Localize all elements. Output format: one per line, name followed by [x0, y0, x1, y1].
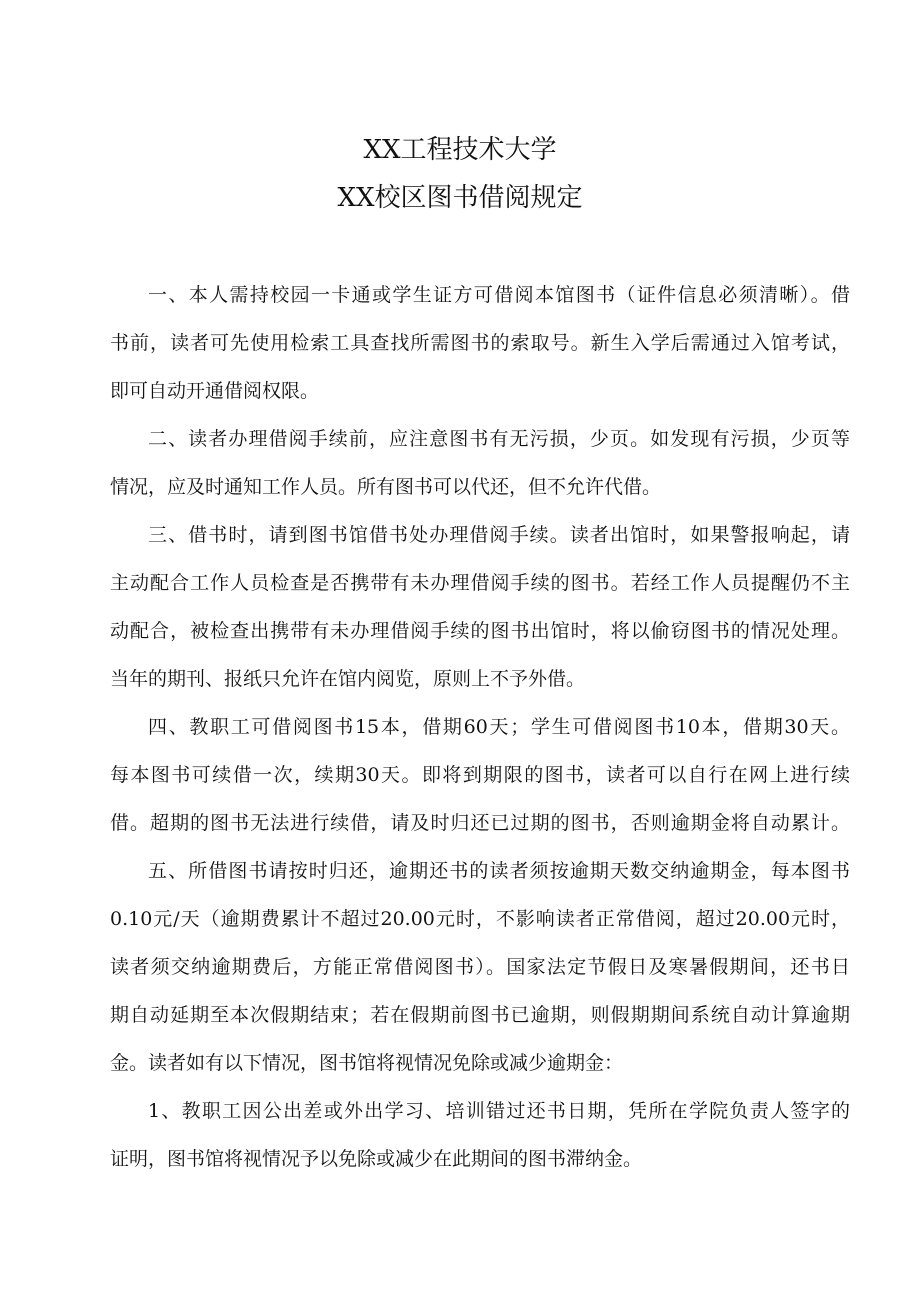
paragraph-line: 借。超期的图书无法进行续借，请及时归还已过期的图书，否则逾期金将自动累计。 [110, 812, 850, 834]
paragraph-line: 主动配合工作人员检查是否携带有未办理借阅手续的图书。若经工作人员提醒仍不主 [110, 572, 850, 594]
paragraph-line: 五、所借图书请按时归还，逾期还书的读者须按逾期天数交纳逾期金，每本图书 [148, 860, 850, 882]
paragraph-3 [110, 511, 850, 703]
paragraph-6 [110, 1087, 850, 1183]
paragraph-line: 四、教职工可借阅图书15本，借期60天；学生可借阅图书10本，借期30天。 [148, 716, 850, 738]
paragraph-line: 每本图书可续借一次，续期30天。即将到期限的图书，读者可以自行在网上进行续 [110, 764, 850, 786]
paragraph-1 [110, 271, 850, 415]
paragraph-line: 书前，读者可先使用检索工具查找所需图书的索取号。新生入学后需通过入馆考试， [110, 332, 850, 354]
paragraph-line: 证明，图书馆将视情况予以免除或减少在此期间的图书滞纳金。 [110, 1148, 643, 1170]
paragraph-4 [110, 703, 850, 847]
paragraph-line: 金。读者如有以下情况，图书馆将视情况免除或减少逾期金： [110, 1052, 624, 1074]
paragraph-line: 0.10元/天（逾期费累计不超过20.00元时，不影响读者正常借阅，超过20.00元时， [110, 908, 850, 930]
paragraph-line: 二、读者办理借阅手续前，应注意图书有无污损，少页。如发现有污损，少页等 [148, 428, 850, 450]
document-body [110, 271, 850, 1183]
paragraph-line: 即可自动开通借阅权限。 [110, 380, 320, 402]
paragraph-line: 三、借书时，请到图书馆借书处办理借阅手续。读者出馆时，如果警报响起，请 [148, 524, 850, 546]
paragraph-5 [110, 847, 850, 1087]
paragraph-line: 情况，应及时通知工作人员。所有图书可以代还，但不允许代借。 [110, 476, 662, 498]
document-title-university: XX工程技术大学 [363, 135, 557, 165]
paragraph-line: 一、本人需持校园一卡通或学生证方可借阅本馆图书（证件信息必须清晰）。借 [148, 284, 850, 306]
paragraph-2 [110, 415, 850, 511]
paragraph-line: 1、教职工因公出差或外出学习、培训错过还书日期，凭所在学院负责人签字的 [148, 1100, 850, 1122]
document-title-regulation: XX校区图书借阅规定 [337, 183, 583, 213]
paragraph-line: 读者须交纳逾期费后，方能正常借阅图书）。国家法定节假日及寒暑假期间，还书日 [110, 956, 850, 978]
paragraph-line: 期自动延期至本次假期结束；若在假期前图书已逾期，则假期期间系统自动计算逾期 [110, 1004, 850, 1026]
paragraph-line: 当年的期刊、报纸只允许在馆内阅览，原则上不予外借。 [110, 668, 586, 690]
paragraph-line: 动配合，被检查出携带有未办理借阅手续的图书出馆时，将以偷窃图书的情况处理。 [110, 620, 850, 642]
